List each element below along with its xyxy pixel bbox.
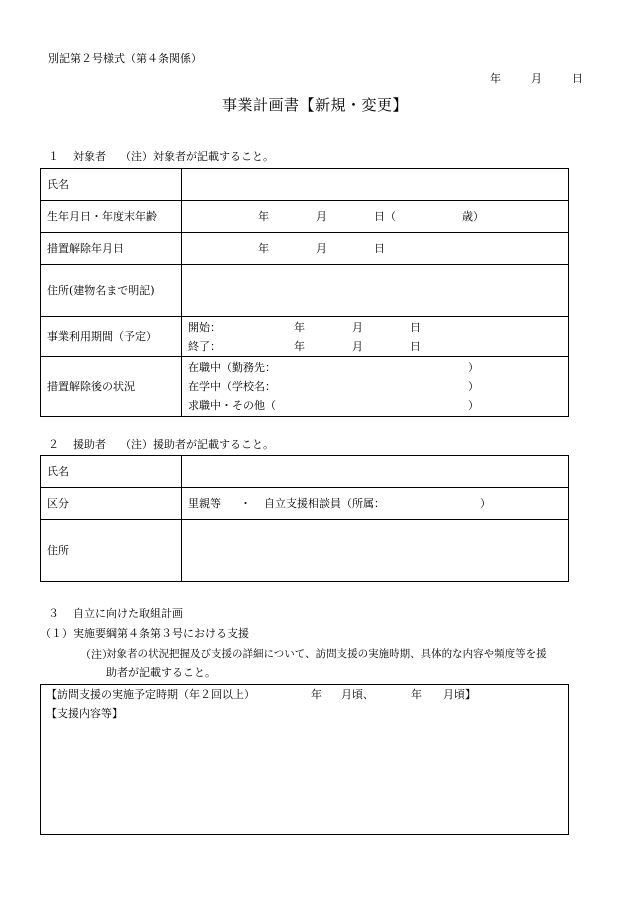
period-start-year: 年	[294, 320, 305, 334]
period-end-day: 日	[410, 339, 421, 353]
section3-note-line2: 助者が記載すること。	[106, 666, 216, 679]
helper-address-label: 住所	[41, 520, 182, 582]
period-start-label: 開始：	[188, 320, 221, 334]
subject-period-row	[41, 317, 569, 357]
section2-note: （注）援助者が記載すること。	[120, 438, 274, 451]
subject-release-field[interactable]	[182, 233, 569, 265]
visit-schedule-line	[46, 688, 476, 702]
subject-period-field[interactable]	[182, 317, 569, 357]
subject-name-field[interactable]	[182, 169, 569, 201]
section3-title: 自立に向けた取組計画	[73, 607, 183, 620]
visit1-month: 月頃、	[341, 688, 374, 701]
section2-title: 援助者	[73, 438, 106, 451]
category-foster-parent[interactable]: 里親等	[188, 496, 221, 510]
period-end-year: 年	[294, 339, 305, 353]
helper-category-field[interactable]	[182, 488, 569, 520]
subject-name-row	[41, 169, 569, 201]
release-day-label: 日	[374, 241, 385, 255]
subject-status-row	[41, 357, 569, 417]
subject-period-label: 事業利用期間（予定）	[41, 317, 182, 357]
release-year-label: 年	[258, 241, 269, 255]
subject-release-row	[41, 233, 569, 265]
section1-note: （注）対象者が記載すること。	[120, 150, 274, 163]
helper-address-row	[41, 520, 569, 582]
visit2-month: 月頃】	[443, 688, 476, 701]
helper-category-row	[41, 488, 569, 520]
subject-birth-field[interactable]	[182, 201, 569, 233]
release-month-label: 月	[316, 241, 327, 255]
helper-name-field[interactable]	[182, 456, 569, 488]
section2-number: ２	[48, 438, 59, 451]
category-separator: ・	[240, 496, 251, 510]
document-title: 事業計画書【新規・変更】	[221, 96, 408, 114]
period-start-day: 日	[410, 320, 421, 334]
helper-table	[40, 455, 569, 582]
support-content-label: 【支援内容等】	[46, 707, 123, 720]
helper-name-row	[41, 456, 569, 488]
helper-address-field[interactable]	[182, 520, 569, 582]
section3-note-line1: 対象者の状況把握及び支援の詳細について、訪問支援の実施時期、具体的な内容や頻度等を援	[106, 648, 547, 660]
visit2-year: 年	[411, 688, 422, 701]
category-support-counselor[interactable]: 自立支援相談員（所属：	[264, 496, 385, 510]
section1-heading	[48, 150, 274, 164]
section3-note-label: （注）	[80, 648, 113, 661]
status-other-label: 求職中・その他（	[188, 399, 276, 412]
helper-name-label: 氏名	[41, 456, 182, 488]
birth-year-label: 年	[258, 209, 269, 223]
birth-month-label: 月	[316, 209, 327, 223]
subject-birth-row	[41, 201, 569, 233]
status-student-label: 在学中（学校名：	[188, 380, 276, 393]
section3-number: ３	[48, 607, 59, 620]
section1-title: 対象者	[73, 150, 106, 163]
support-plan-box[interactable]	[40, 684, 569, 835]
status-student-close: ）	[468, 380, 479, 393]
status-employed-close: ）	[468, 361, 479, 374]
subject-name-label: 氏名	[41, 169, 182, 201]
date-year-label: 年	[490, 72, 501, 85]
category-close: ）	[480, 496, 491, 510]
section3-heading	[48, 607, 183, 621]
section1-number: １	[48, 150, 59, 163]
form-number-label: 別記第２号様式（第４条関係）	[48, 52, 202, 65]
period-end-label: 終了：	[188, 339, 221, 353]
subject-table	[40, 168, 569, 417]
subject-address-row	[41, 265, 569, 317]
subject-address-field[interactable]	[182, 265, 569, 317]
birth-day-label: 日（	[374, 209, 396, 223]
subject-status-field[interactable]	[182, 357, 569, 417]
date-day-label: 日	[572, 72, 583, 85]
birth-age-label: 歳）	[462, 209, 484, 223]
period-end-month: 月	[352, 339, 363, 353]
helper-category-label: 区分	[41, 488, 182, 520]
status-other-close: ）	[468, 399, 479, 412]
subject-birth-label: 生年月日・年度末年齢	[41, 201, 182, 233]
subject-release-label: 措置解除年月日	[41, 233, 182, 265]
document-date	[490, 72, 583, 86]
section3-subheading: （１）実施要綱第４条第３号における支援	[40, 627, 249, 640]
date-month-label: 月	[531, 72, 542, 85]
subject-status-label: 措置解除後の状況	[41, 357, 182, 417]
subject-address-label: 住所(建物名まで明記)	[41, 265, 182, 317]
section2-heading	[48, 438, 274, 452]
visit1-year: 年	[311, 688, 322, 701]
visit-schedule-label: 【訪問支援の実施予定時期（年２回以上）	[46, 688, 255, 701]
status-employed-label: 在職中（勤務先：	[188, 361, 276, 374]
period-start-month: 月	[352, 320, 363, 334]
